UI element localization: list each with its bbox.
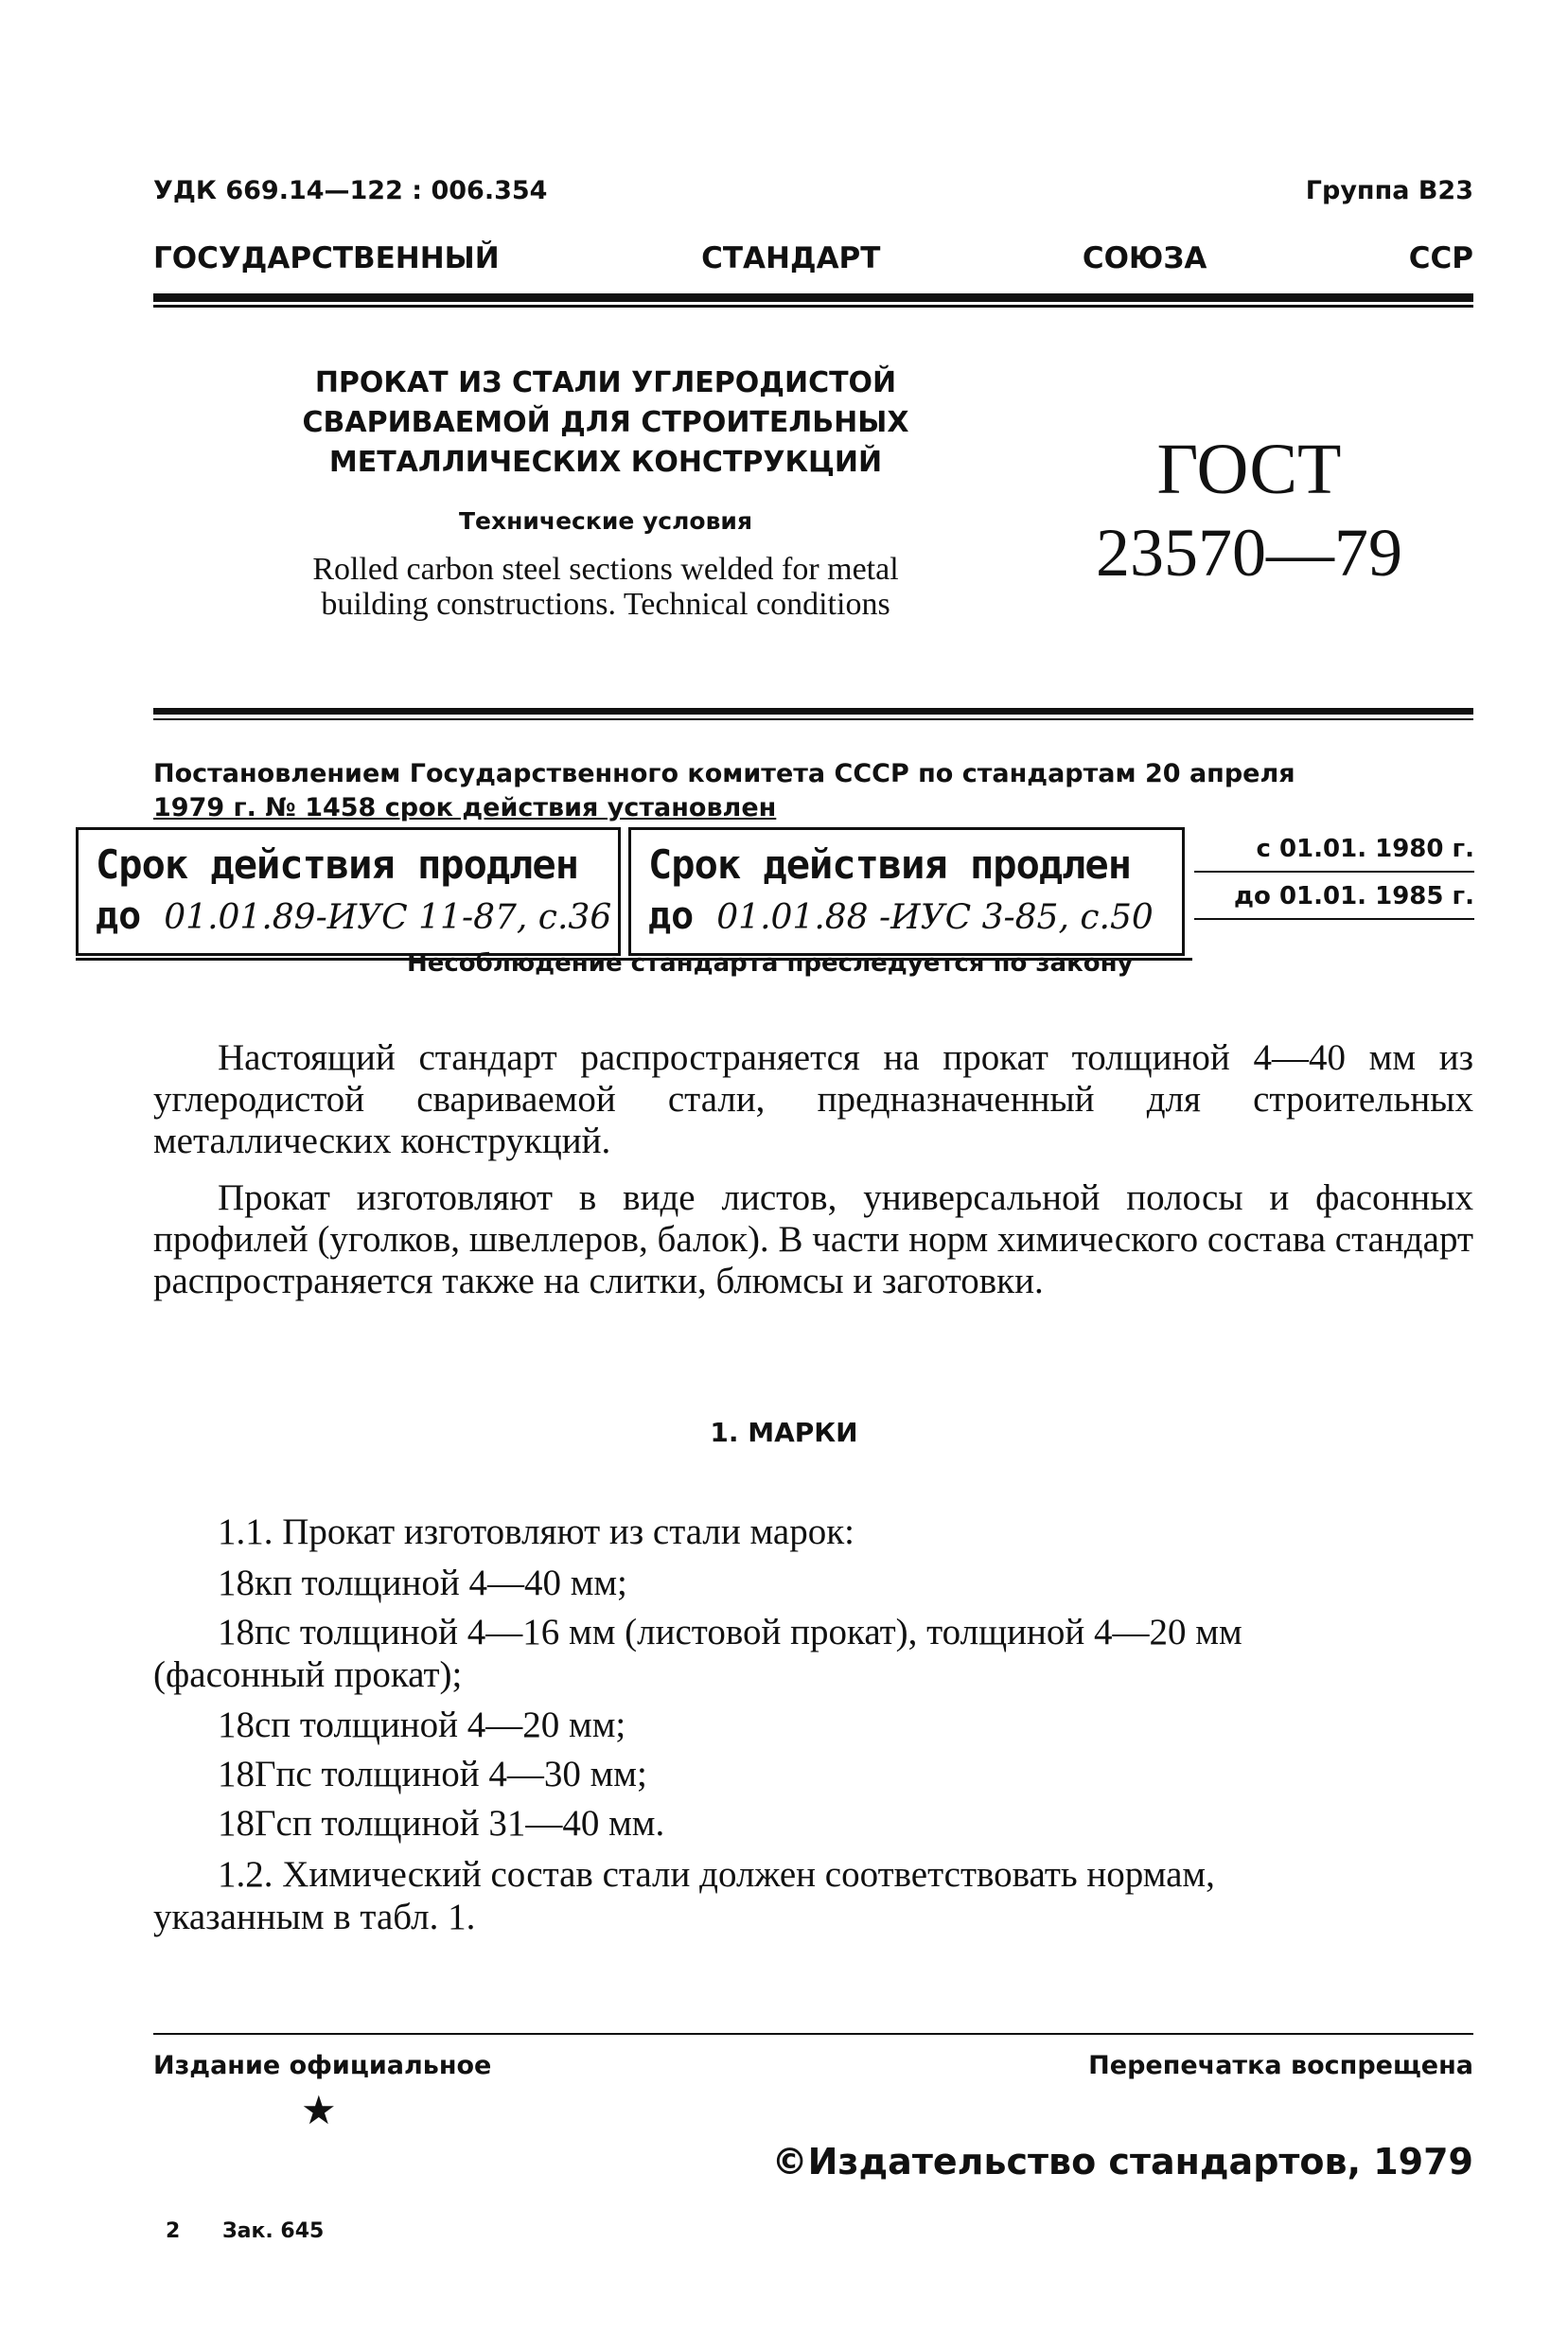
page-number: 2 [166,2219,181,2243]
title-line: СВАРИВАЕМОЙ ДЛЯ СТРОИТЕЛЬНЫХ [302,406,909,439]
gost-number: 23570—79 [1096,515,1402,591]
heading-word: СТАНДАРТ [701,241,881,275]
title-line: Rolled carbon steel sections welded for metal [312,552,899,587]
valid-from-date: с 01.01. 1980 г. [1256,835,1474,863]
paragraph-text: Прокат изготовляют в виде листов, универсальной полосы и фасонных профилей (уголков, швеллеров, балок). В части норм химического состава стандарт распространяется также на слитки, блюмсы и заготовки. [153,1177,1473,1301]
paragraph-text: Настоящий стандарт распространяется на прокат толщиной 4—40 мм из углеродистой свариваемой стали, предназначенный для строительных металлических конструкций. [153,1037,1473,1161]
title-line: МЕТАЛЛИЧЕСКИХ КОНСТРУКЦИЙ [328,446,883,479]
grade-item: 18кп толщиной 4—40 мм; [218,1563,627,1603]
subtitle: Технические условия [459,507,752,535]
clause-1-2: 1.2. Химический состав стали должен соответствовать нормам, [218,1854,1215,1895]
title-line: ПРОКАТ ИЗ СТАЛИ УГЛЕРОДИСТОЙ [314,366,897,399]
document-title-block [218,363,994,622]
state-standard-heading [153,241,1473,275]
stamp-prefix: до [648,894,695,938]
stamp-date-line [648,894,1154,938]
products-paragraph [153,1177,1473,1302]
heading-word: СОЮЗА [1082,241,1207,275]
valid-to-date: до 01.01. 1985 г. [1234,882,1474,910]
reprint-notice: Перепечатка воспрещена [1088,2051,1473,2080]
valid-to-rule [1194,918,1474,920]
grade-item-continuation: (фасонный прокат); [153,1654,463,1695]
gost-label: ГОСТ [1156,430,1342,509]
title-thick-rule [153,708,1473,715]
publisher-copyright: ©Издательство стандартов, 1979 [771,2141,1473,2182]
title-thin-rule [153,718,1473,720]
decree-text-line2: 1979 г. № 1458 срок действия установлен [153,793,777,822]
grade-item: 18Гпс толщиной 4—30 мм; [218,1754,647,1794]
group-code: Группа В23 [1305,176,1473,205]
valid-from-rule [1194,871,1474,873]
clause-1-2-continuation: указанным в табл. 1. [153,1897,476,1937]
official-edition-label: Издание официальное [153,2051,492,2080]
heading-word: ГОСУДАРСТВЕННЫЙ [153,241,500,275]
title-english [218,552,994,622]
decree-text: Постановлением Государственного комитета СССР по стандартам 20 апреля [153,759,1295,788]
title-russian [218,363,994,483]
stamp-text: Срок действия продлен [648,841,1132,888]
section-heading: 1. МАРКИ [710,1417,858,1448]
stamp-prefix: до [96,894,142,938]
header-thick-rule [153,293,1473,302]
order-number: Зак. 645 [222,2219,325,2243]
extension-stamp [76,827,621,956]
header-thin-rule [153,305,1473,308]
udk-code: УДК 669.14—122 : 006.354 [153,176,548,205]
footer-rule [153,2033,1473,2035]
star-icon: ★ [301,2090,337,2133]
scope-paragraph [153,1037,1473,1162]
grade-item: 18Гсп толщиной 31—40 мм. [218,1803,665,1844]
handwritten-date: 01.01.88 -ИУС 3-85, с.50 [716,898,1154,937]
stamp-date-line [96,894,611,938]
extension-stamp [628,827,1185,956]
noncompliance-note: Несоблюдение стандарта преследуется по закону [407,949,1134,978]
heading-word: ССР [1408,241,1473,275]
handwritten-date: 01.01.89-ИУС 11-87, с.36 [164,898,612,937]
title-line: building constructions. Technical conditions [321,587,890,622]
clause-1-1: 1.1. Прокат изготовляют из стали марок: [218,1511,854,1552]
grade-item: 18пс толщиной 4—16 мм (листовой прокат), толщиной 4—20 мм [218,1612,1242,1652]
stamp-text: Срок действия продлен [96,841,579,888]
grade-item: 18сп толщиной 4—20 мм; [218,1705,626,1745]
